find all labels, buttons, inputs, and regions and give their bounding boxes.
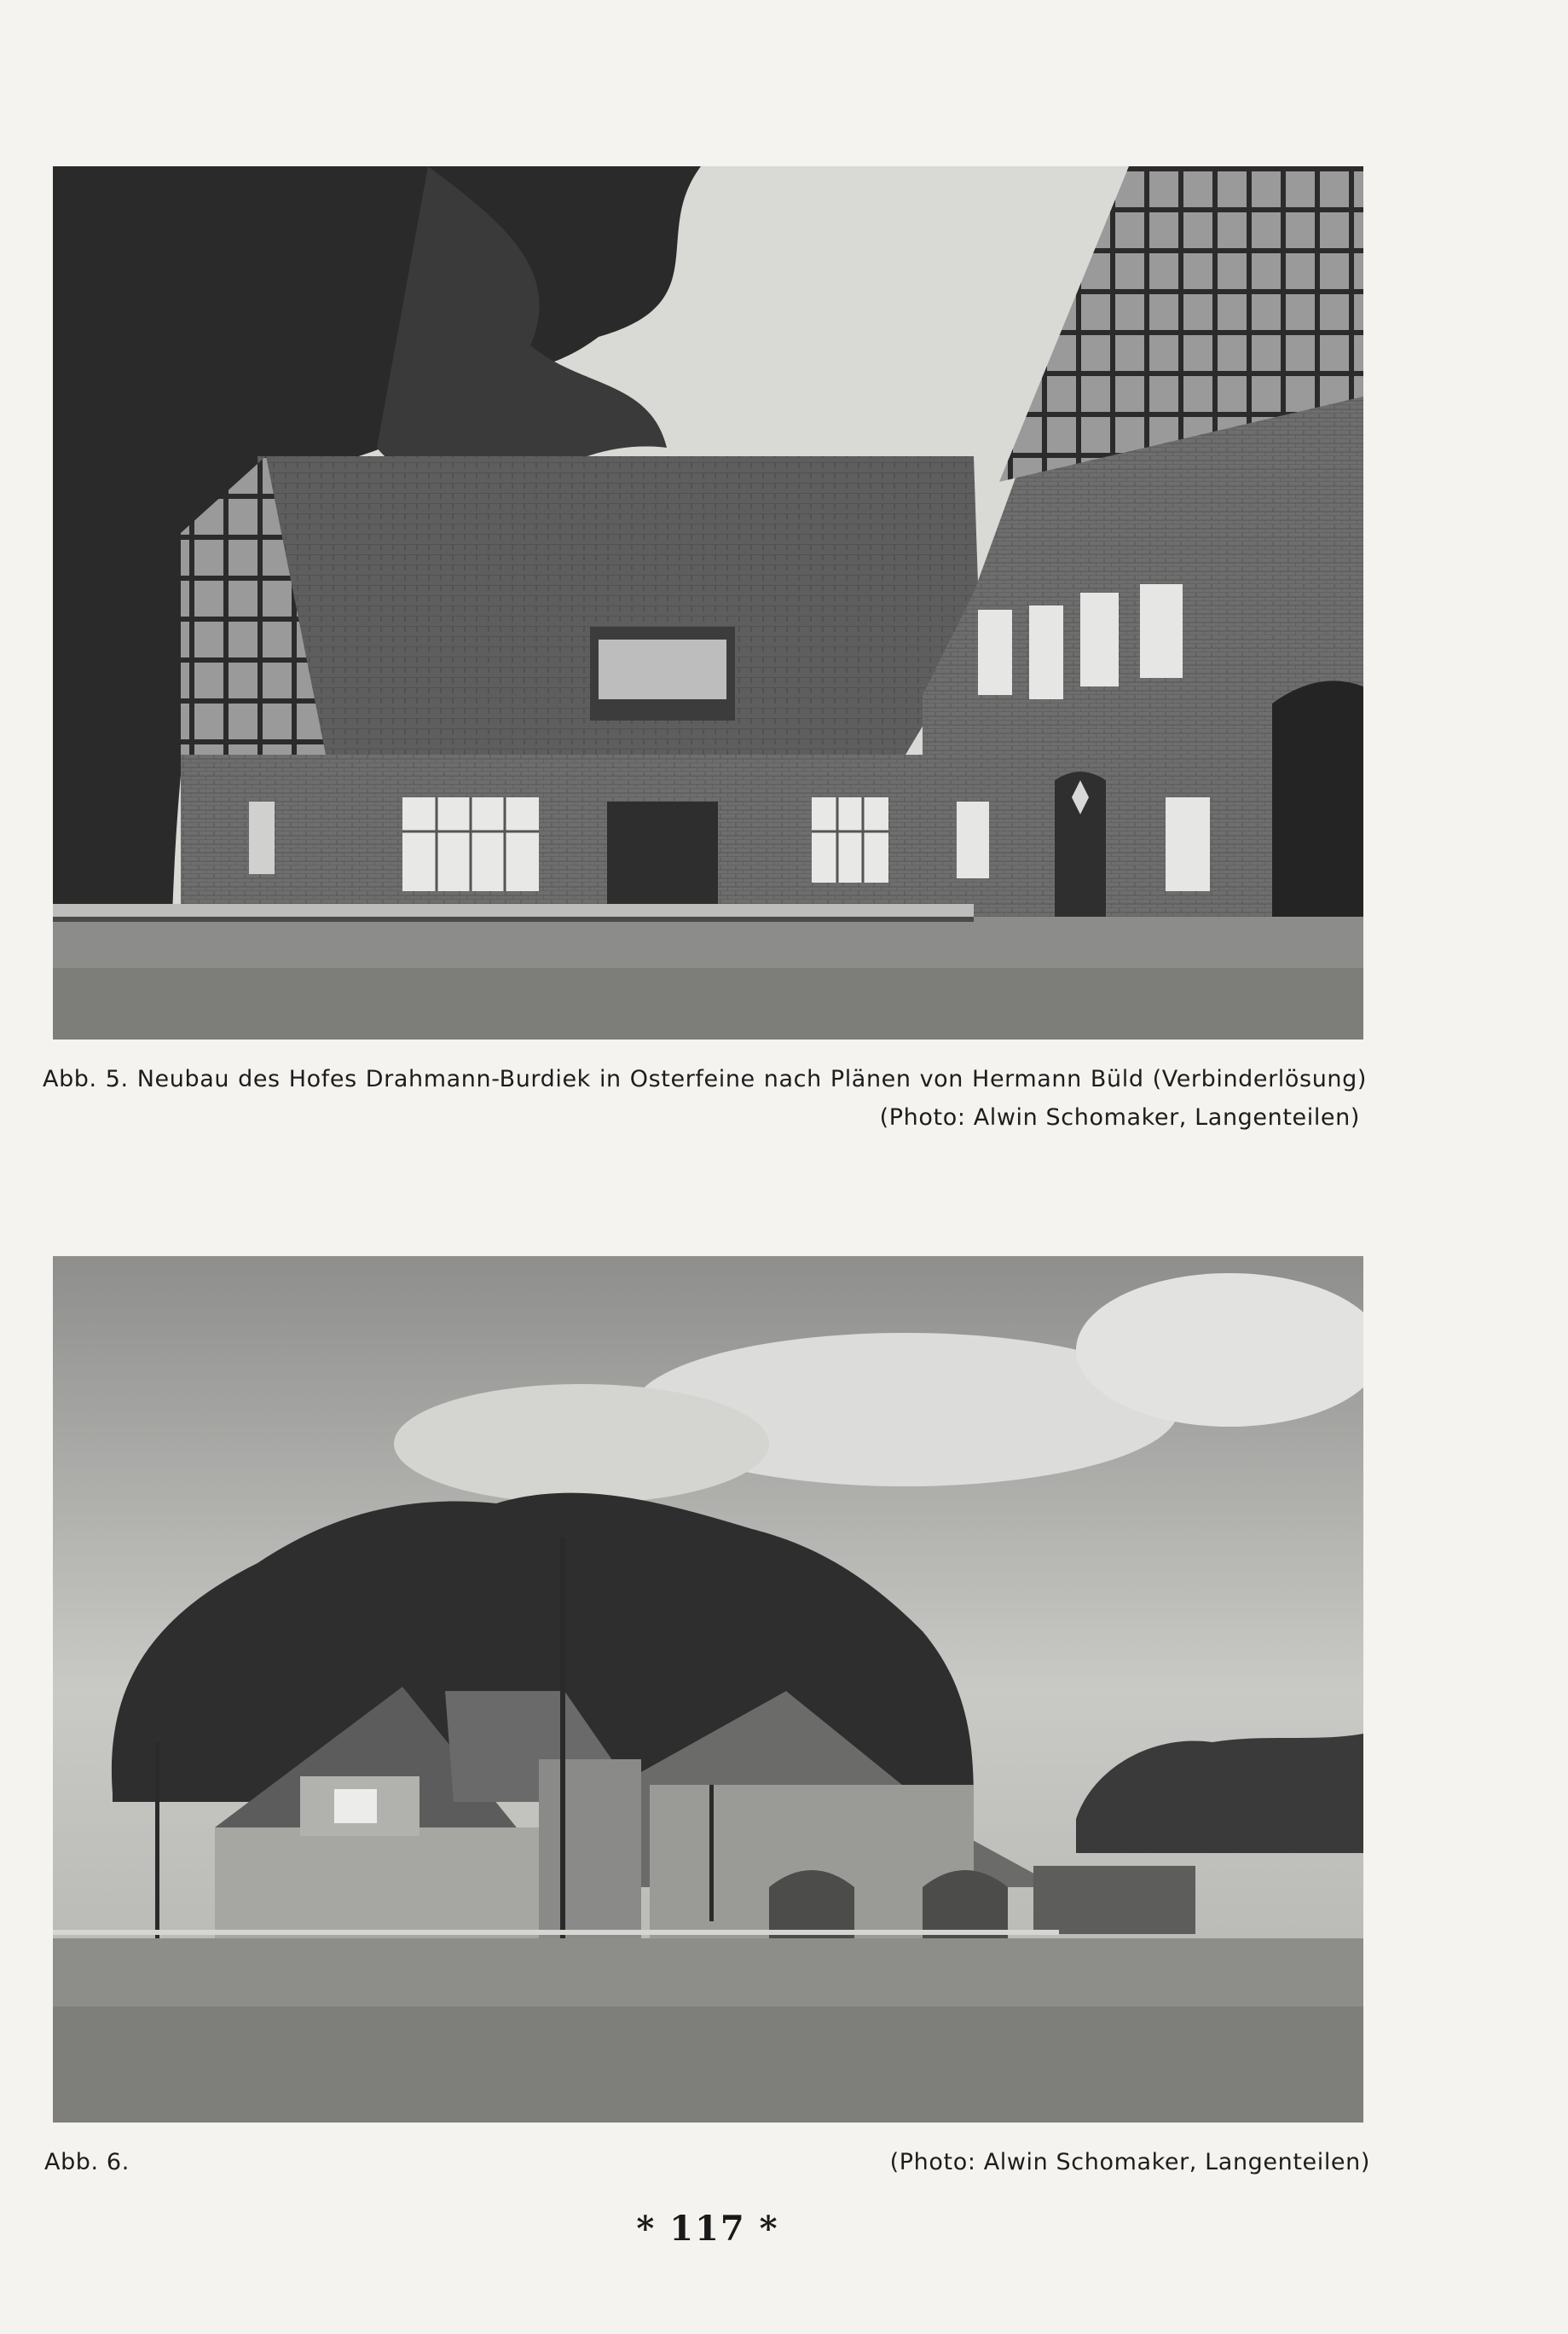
figure-5-credit: (Photo: Alwin Schomaker, Langenteilen) [879, 1104, 1360, 1131]
figure-6-label: Abb. 6. [44, 2149, 130, 2175]
figure-5-caption: Abb. 5. Neubau des Hofes Drahmann-Burdiek in Osterfeine nach Plänen von Hermann Büld (Verbinderlösung) [43, 1066, 1367, 1092]
farmhouse-photo-illustration [53, 166, 1363, 1040]
figure-5-photo [53, 166, 1363, 1040]
figure-6-photo [53, 1256, 1363, 2123]
page-number: * 117 * [636, 2209, 779, 2249]
farmstead-photo-illustration [53, 1256, 1363, 2123]
figure-6-credit: (Photo: Alwin Schomaker, Langenteilen) [889, 2149, 1370, 2175]
